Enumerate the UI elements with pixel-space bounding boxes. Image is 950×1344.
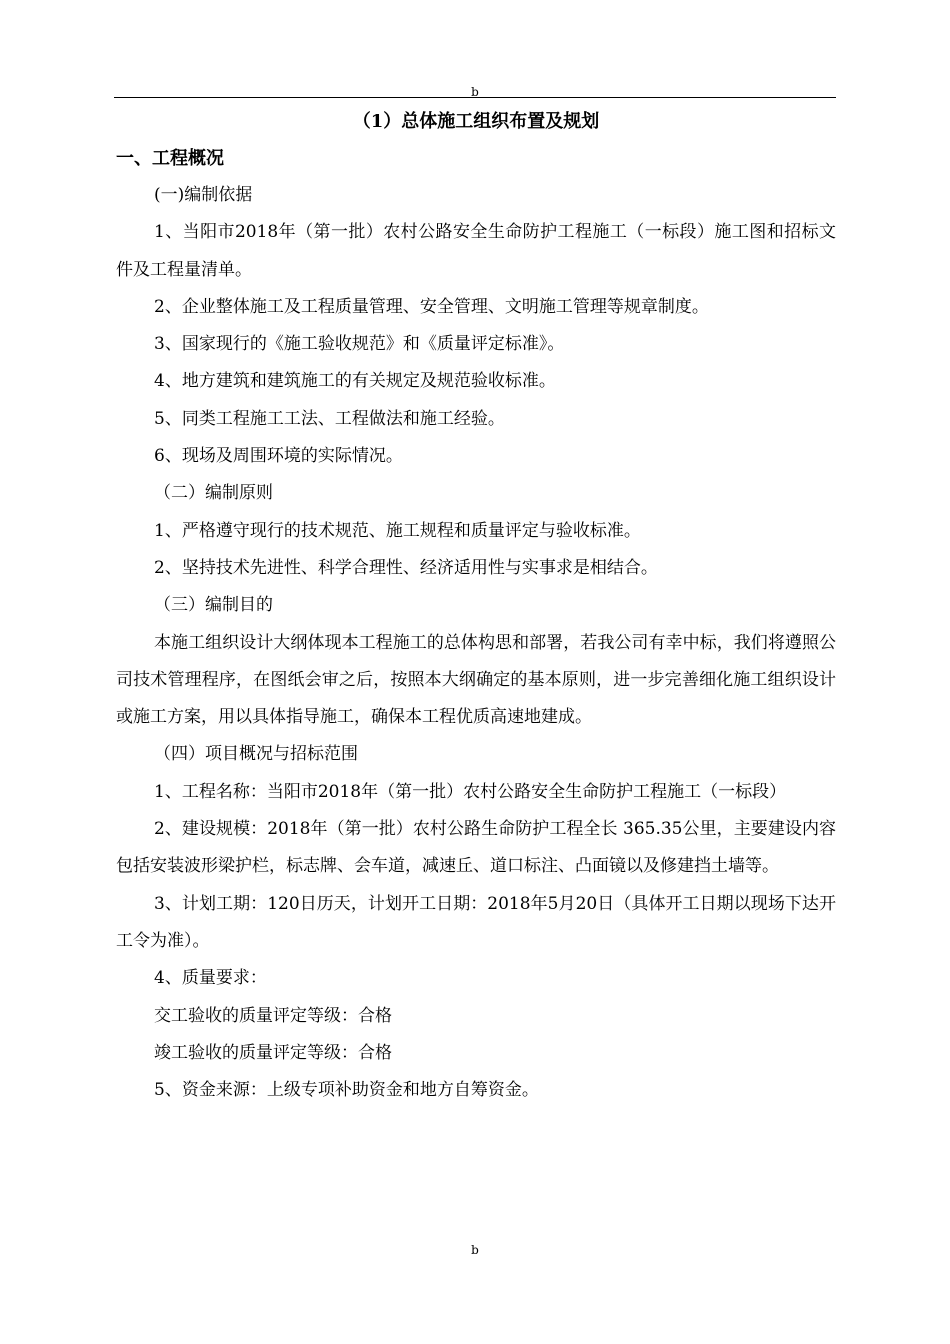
list-item: 竣工验收的质量评定等级：合格 bbox=[154, 1042, 392, 1063]
subsection-heading: （三）编制目的 bbox=[154, 595, 273, 616]
subsection-heading: （二）编制原则 bbox=[154, 483, 273, 504]
header-divider bbox=[114, 97, 836, 98]
list-item: 交工验收的质量评定等级：合格 bbox=[154, 1005, 392, 1026]
list-item: 2、坚持技术先进性、科学合理性、经济适用性与实事求是相结合。 bbox=[154, 557, 658, 578]
footer-mark: b bbox=[471, 1243, 479, 1257]
list-item: 1、工程名称：当阳市2018年（第一批）农村公路安全生命防护工程施工（一标段） bbox=[154, 781, 787, 802]
list-item: 2、建设规模：2018年（第一批）农村公路生命防护工程全长 365.35公里，主要建设内容包括安装波形梁护栏，标志牌、会车道，减速丘、道口标注、凸面镜以及修建挡土墙等。 bbox=[116, 819, 836, 877]
list-item: 5、同类工程施工工法、工程做法和施工经验。 bbox=[154, 408, 505, 429]
list-item: 4、质量要求： bbox=[154, 968, 267, 989]
subsection-heading: (一)编制依据 bbox=[154, 185, 253, 205]
list-item: 2、企业整体施工及工程质量管理、安全管理、文明施工管理等规章制度。 bbox=[154, 296, 709, 317]
list-item: 3、计划工期：120日历天，计划开工日期：2018年5月20日（具体开工日期以现场下达开工令为准）。 bbox=[116, 893, 836, 951]
header-mark: b bbox=[471, 85, 479, 99]
paragraph: 本施工组织设计大纲体现本工程施工的总体构思和部署，若我公司有幸中标，我们将遵照公司技术管理程序，在图纸会审之后，按照本大纲确定的基本原则，进一步完善细化施工组织设计或施工方案，用以具体指导施工，确保本工程优质高速地建成。 bbox=[116, 632, 836, 728]
list-item: 1、当阳市2018年（第一批）农村公路安全生命防护工程施工（一标段）施工图和招标文件及工程量清单。 bbox=[116, 222, 836, 280]
subsection-heading: （四）项目概况与招标范围 bbox=[154, 744, 358, 765]
section-heading: 一、工程概况 bbox=[116, 148, 224, 169]
list-item: 4、地方建筑和建筑施工的有关规定及规范验收标准。 bbox=[154, 371, 556, 392]
document-title: （1）总体施工组织布置及规划 bbox=[352, 111, 600, 132]
list-item: 3、国家现行的《施工验收规范》和《质量评定标准》。 bbox=[154, 334, 565, 355]
list-item: 1、严格遵守现行的技术规范、施工规程和质量评定与验收标准。 bbox=[154, 520, 641, 541]
list-item: 6、现场及周围环境的实际情况。 bbox=[154, 446, 403, 467]
document-body bbox=[116, 103, 836, 1109]
list-item: 5、资金来源：上级专项补助资金和地方自筹资金。 bbox=[154, 1080, 539, 1101]
